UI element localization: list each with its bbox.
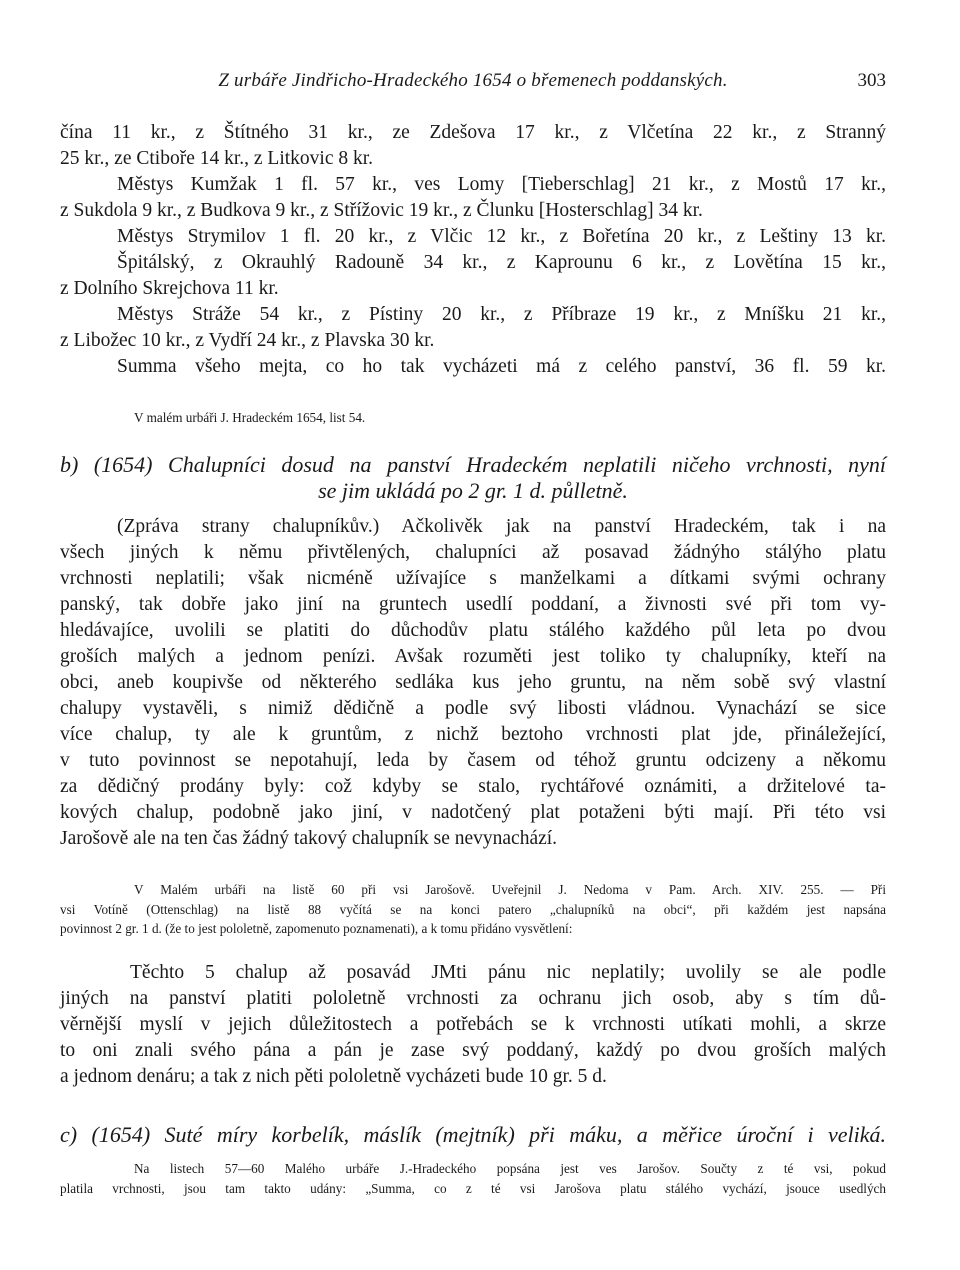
list-line: z Dolního Skrejchova 11 kr. (60, 278, 279, 299)
note-line: povinnost 2 gr. 1 d. (že to jest pololetně, zapomenuto poznamenati), a k tomu přidáno vysvětlení: (60, 921, 573, 936)
section-heading-c: c) (1654) Suté míry korbelík, máslík (mejtník) při máku, a měřice úroční i veliká. (60, 1122, 886, 1147)
paragraph-line: Jarošově ale na ten čas žádný takový chalupník se nevynachází. (60, 828, 558, 849)
paragraph-line: Těchto 5 chalup až posavád JMti pánu nic neplatily; uvolily se ale podle (130, 962, 886, 983)
paragraph-line: hledávajíce, uvolili se platiti do důchodův platu stálého každého půl leta po dvou (60, 620, 886, 641)
heading-line: b) (1654) Chalupníci dosud na panství Hradeckém neplatili ničeho vrchnosti, nyní (60, 452, 886, 477)
paragraph-line: a jednom denáru; a tak z nich pěti pololetně vycházeti bude 10 gr. 5 d. (60, 1066, 607, 1087)
paragraph-line: v tuto povinnost se nepotahují, leda by časem od téhož gruntu odcizeny a někomu (60, 750, 886, 771)
paragraph-line: více chalup, ty ale k gruntům, z nichž beztoho vrchnosti plat jde, přináležející, (60, 724, 886, 745)
list-line: Městys Stráže 54 kr., z Pístiny 20 kr., z Příbraze 19 kr., z Mníšku 21 kr., (117, 304, 886, 325)
list-line: z Sukdola 9 kr., z Budkova 9 kr., z Střížovic 19 kr., z Člunku [Hosterschlag] 34 kr. (60, 200, 703, 221)
running-title: Z urbáře Jindřicho-Hradeckého 1654 o břemenech poddanských. (218, 70, 728, 91)
paragraph (60, 514, 886, 852)
list-line: z Libožec 10 kr., z Vydří 24 kr., z Plavska 30 kr. (60, 330, 435, 351)
list-line: Špitálský, z Okrauhlý Radouně 34 kr., z Kaprounu 6 kr., z Lovětína 15 kr., (117, 252, 886, 273)
footnote-block (60, 880, 886, 939)
paragraph-line: věrnější myslí v jejich důležitostech a potřebách se k vrchnosti utíkati mohli, a skrze (60, 1014, 886, 1035)
page-header (60, 70, 886, 98)
source-note: V malém urbáři J. Hradeckém 1654, list 54. (134, 410, 366, 425)
paragraph-line: (Zpráva strany chalupníkův.) Ačkolivěk jak na panství Hradeckém, tak i na (117, 516, 886, 537)
paragraph-line: kových chalup, podobně jako jiní, v nadotčený plat potaženi býti mají. Při této vsi (60, 802, 886, 823)
page-number: 303 (857, 70, 886, 91)
list-line: Summa všeho mejta, co ho tak vycházeti má z celého panství, 36 fl. 59 kr. (117, 356, 886, 377)
paragraph-line: obci, aneb koupivše od některého sedláka kus jeho gruntu, na něm sobě svý vlastní (60, 672, 886, 693)
footnote-block (60, 1159, 886, 1199)
list-line: Městys Kumžak 1 fl. 57 kr., ves Lomy [Tieberschlag] 21 kr., z Mostů 17 kr., (117, 174, 886, 195)
list-line: 25 kr., ze Ctiboře 14 kr., z Litkovic 8 kr. (60, 148, 374, 169)
section-heading-b (60, 452, 886, 504)
toll-list (60, 120, 886, 380)
paragraph-line: za dědičný prodány byly: což kdyby se stalo, rychtářové oznámiti, a držitelové ta- (60, 776, 886, 797)
paragraph-line: to oni znali svého pána a pán je zase svý poddaný, každý po dvou groších malých (60, 1040, 886, 1061)
note-line: V Malém urbáři na listě 60 při vsi Jarošově. Uveřejnil J. Nedoma v Pam. Arch. XIV. 255. — Při (134, 882, 886, 897)
note-line: Na listech 57—60 Malého urbáře J.-Hradeckého popsána jest ves Jarošov. Součty z té vsi, pokud (134, 1161, 886, 1176)
paragraph (60, 960, 886, 1090)
paragraph-line: groších malých a jednom penízi. Avšak rozuměti jest toliko ty chalupníky, kteří na (60, 646, 886, 667)
note-line: platila vrchnosti, jsou tam takto udány: „Summa, co z té vsi Jarošova platu stálého vychází, jsouce usedlých (60, 1181, 886, 1196)
paragraph-line: panský, tak dobře jako jiní na gruntech usedlí poddaní, a živnosti své při tom vy- (60, 594, 886, 615)
heading-line: se jim ukládá po 2 gr. 1 d. půlletně. (318, 478, 628, 503)
paragraph-line: vrchnosti neplatili; však nicméně užívajíce s manželkami a dítkami svými ochrany (60, 568, 886, 589)
paragraph-line: jiných na panství platiti pololetně vrchnosti za ochranu jich osob, aby s tím dů- (60, 988, 886, 1009)
paragraph-line: chalupy vystavěli, s nimiž dědičně a podle svý libosti vládnou. Vynachází se sice (60, 698, 886, 719)
list-line: Městys Strymilov 1 fl. 20 kr., z Vlčic 12 kr., z Bořetína 20 kr., z Leštiny 13 kr. (117, 226, 886, 247)
paragraph-line: všech jiných k němu přivtělených, chalupníci až posavad žádnýho stálýho platu (60, 542, 886, 563)
list-line: čína 11 kr., z Štítného 31 kr., ze Zdešova 17 kr., z Vlčetína 22 kr., z Stranný (60, 122, 886, 143)
note-line: vsi Votíně (Ottenschlag) na listě 88 vyčítá se na konci patero „chalupníků na obci“, při každém jest napsána (60, 901, 886, 917)
